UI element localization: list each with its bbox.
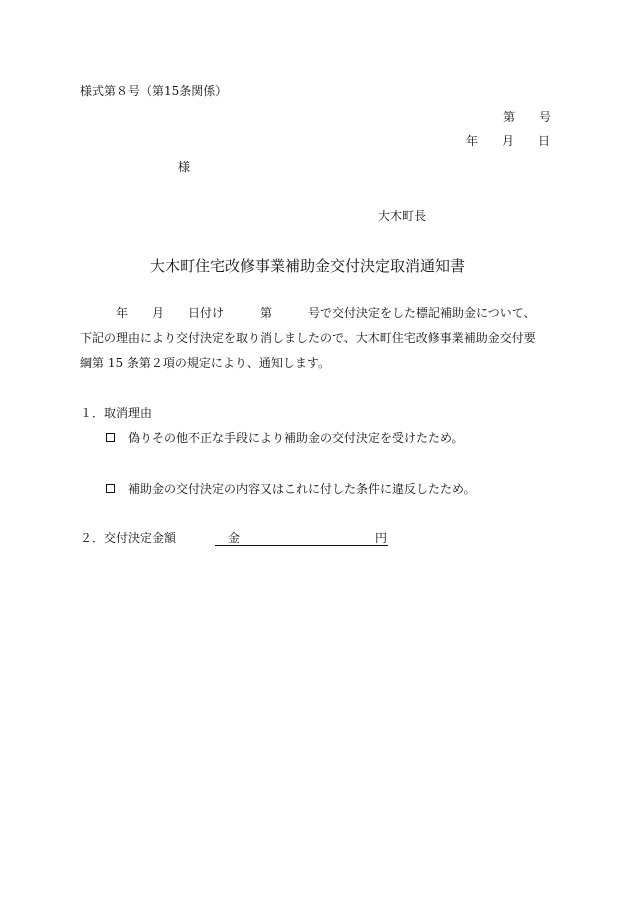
section-2-heading: ２．交付決定金額 [80,531,177,545]
sender-name: 大木町長 [378,209,427,223]
reason-2-text: 補助金の交付決定の内容又はこれに付した条件に違反したため。 [128,482,476,496]
body-line-2: 下記の理由により交付決定を取り消しましたので、大木町住宅改修事業補助金交付要 [80,331,536,345]
body-line-1: 年 月 日付け 第 号で交付決定をした標記補助金について、 [116,306,536,320]
amount-underline[interactable] [215,531,388,546]
addressee-suffix: 様 [178,160,191,174]
amount-suffix: 円 [375,531,388,545]
body-line-3: 綱第 15 条第２項の規定により、通知します。 [80,356,330,370]
reason-1-text: 偽りその他不正な手段により補助金の交付決定を受けたため。 [128,431,464,445]
issue-date: 年 月 日 [466,134,551,148]
document-title: 大木町住宅改修事業補助金交付決定取消通知書 [150,257,466,275]
form-id: 様式第８号（第15条関係） [80,84,228,98]
doc-number: 第 号 [503,110,552,124]
section-1-heading: １．取消理由 [80,406,153,420]
reason-2-checkbox[interactable] [106,484,115,493]
reason-1-checkbox[interactable] [106,433,115,442]
amount-prefix: 金 [228,531,241,545]
